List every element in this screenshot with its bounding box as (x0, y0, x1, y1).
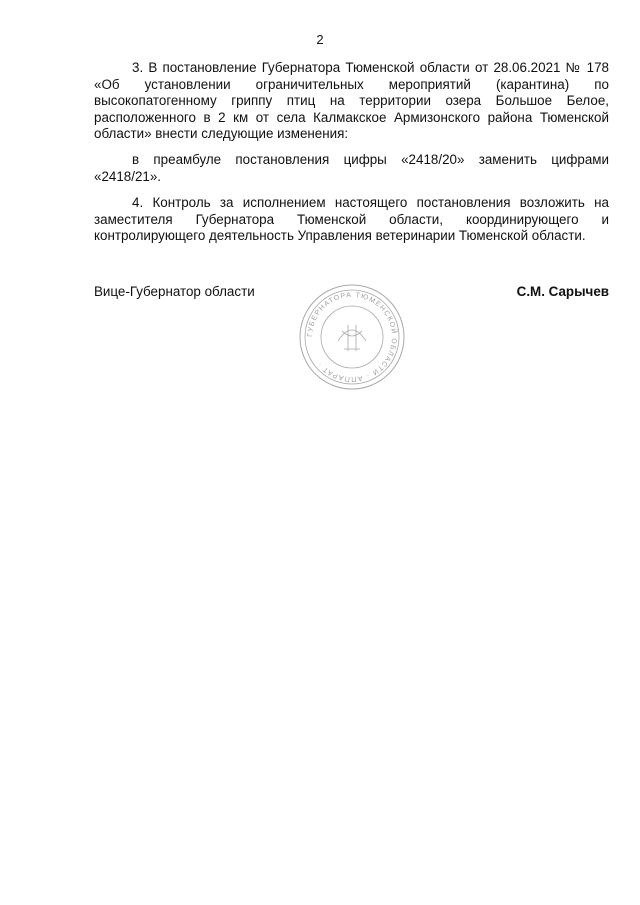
paragraph-3: 3. В постановление Губернатора Тюменской области от 28.06.2021 № 178 «Об установлении ограничительных мероприятий (карантина) по высокопатогенному гриппу птиц на территории озера Большое Белое, расположенного в 2 км от села Калмакское Армизонского района Тюменской области» внести следующие изменения: (94, 60, 609, 142)
seal-inner-ring (305, 290, 399, 384)
paragraph-4: 4. Контроль за исполнением настоящего постановления возложить на заместителя Губернатора Тюменской области, координирующего и контролирующего деятельность Управления ветеринарии Тюменской области. (94, 195, 609, 244)
seal-emblem (338, 325, 366, 351)
document-body (94, 60, 609, 254)
paragraph-preamble: в преамбуле постановления цифры «2418/20» заменить цифрами «2418/21». (94, 152, 609, 185)
official-seal (298, 283, 406, 391)
seal-core-ring (321, 306, 383, 368)
page-number: 2 (316, 32, 324, 47)
seal-outer-text: ГУБЕРНАТОРА ТЮМЕНСКОЙ ОБЛАСТИ · АППАРАТ · (306, 291, 398, 383)
signer-name: С.М. Сарычев (516, 284, 609, 299)
signer-title: Вице-Губернатор области (94, 284, 255, 299)
seal-outer-ring (300, 285, 404, 389)
